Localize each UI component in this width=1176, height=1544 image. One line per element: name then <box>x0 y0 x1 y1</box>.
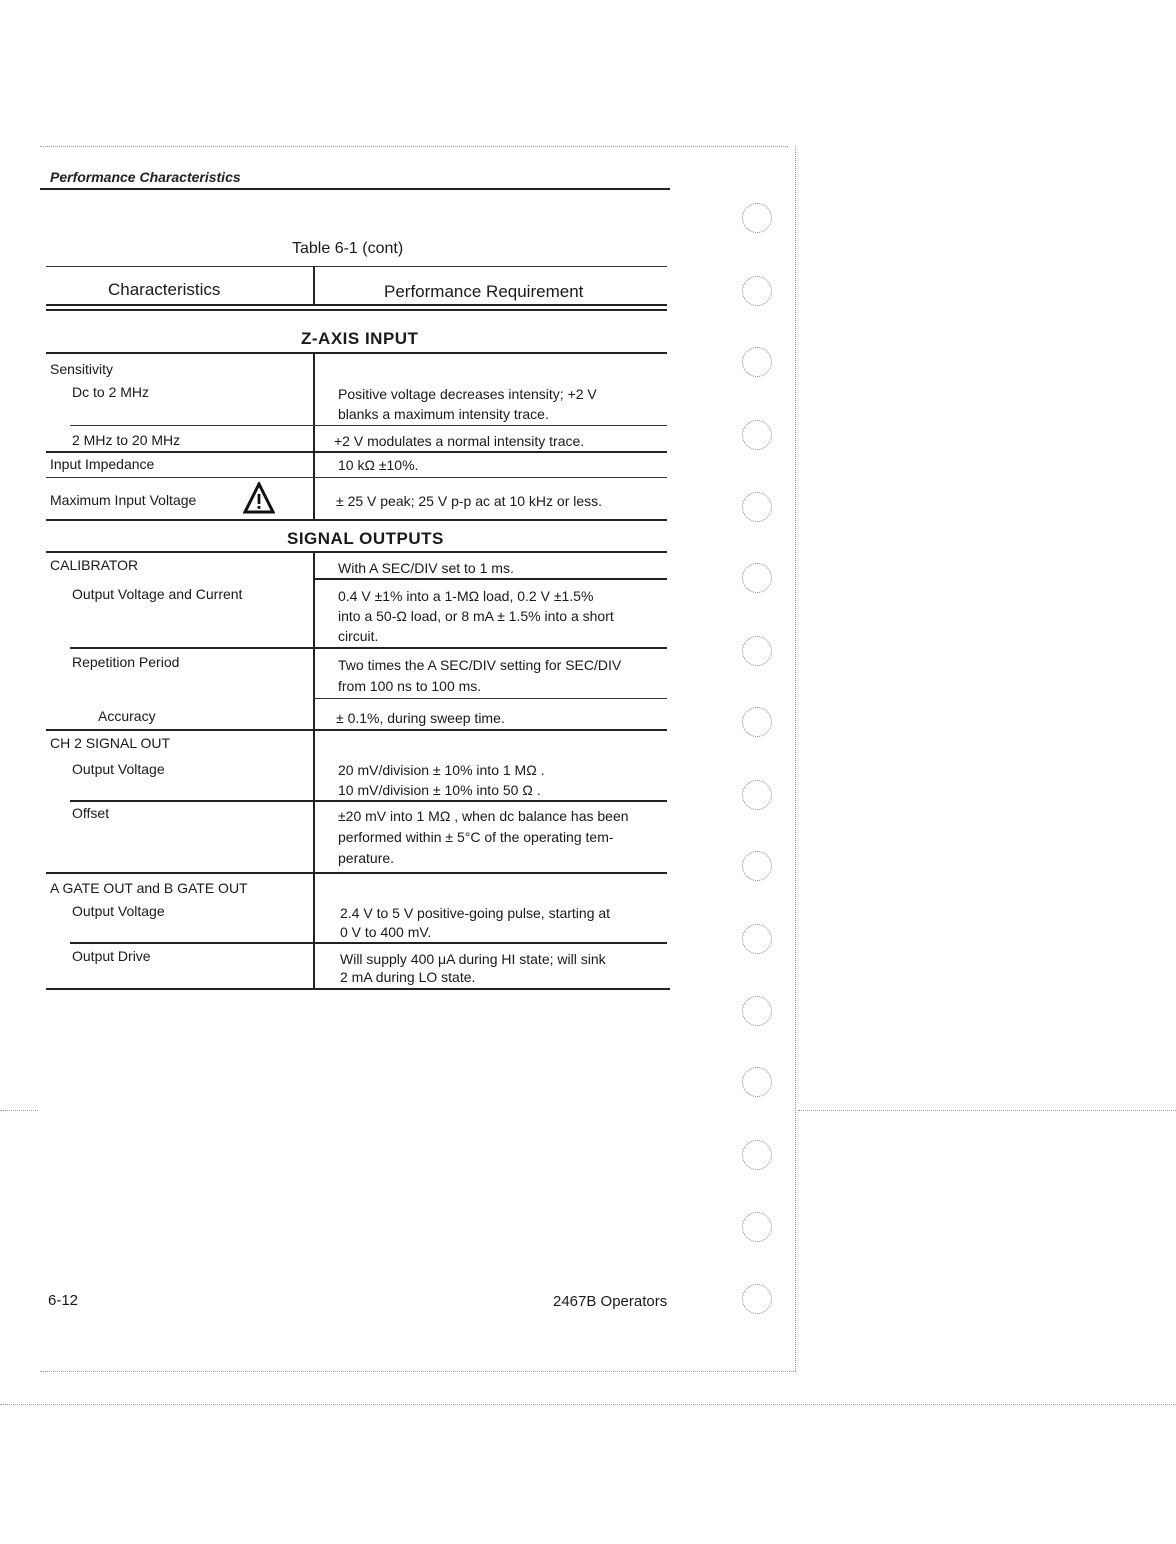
row-value: blanks a maximum intensity trace. <box>338 406 549 422</box>
row-label: Dc to 2 MHz <box>72 384 150 400</box>
manual-name: 2467B Operators <box>553 1293 668 1310</box>
column-header-characteristics: Characteristics <box>108 280 221 299</box>
table-caption: Table 6-1 (cont) <box>292 240 404 257</box>
binder-hole <box>742 420 772 450</box>
row-value: 20 mV/division ± 10% into 1 MΩ . <box>338 762 545 778</box>
binder-hole <box>742 636 772 666</box>
row-rule <box>70 647 667 649</box>
row-rule <box>70 942 667 944</box>
row-label: CALIBRATOR <box>50 557 139 573</box>
scan-line-left <box>0 1110 38 1111</box>
row-rule <box>46 872 667 874</box>
page-bottom-edge <box>40 1371 796 1372</box>
binder-hole <box>742 1212 772 1242</box>
row-rule <box>46 451 667 453</box>
section-heading-zaxis: Z-AXIS INPUT <box>301 329 419 348</box>
row-rule <box>313 698 667 699</box>
row-label: Output Drive <box>72 948 151 964</box>
header-rule-double-2 <box>46 309 667 311</box>
signal-column-divider <box>313 551 315 989</box>
table-top-rule <box>46 266 667 267</box>
binder-hole <box>742 851 772 881</box>
page-right-edge <box>795 146 796 1371</box>
binder-hole <box>742 780 772 810</box>
zaxis-end-rule <box>46 519 667 521</box>
row-label: Output Voltage <box>72 761 165 777</box>
row-rule <box>46 477 667 478</box>
binder-hole <box>742 1067 772 1097</box>
row-value: from 100 ns to 100 ms. <box>338 678 482 694</box>
page-top-edge <box>40 146 788 147</box>
row-value: Will supply 400 μA during HI state; will sink <box>340 951 606 967</box>
zaxis-rule <box>46 352 667 354</box>
row-rule <box>70 425 667 426</box>
binder-hole <box>742 492 772 522</box>
row-label: CH 2 SIGNAL OUT <box>50 735 171 751</box>
scan-line-right <box>798 1110 1176 1111</box>
row-value: 10 mV/division ± 10% into 50 Ω . <box>338 782 541 798</box>
row-label: Accuracy <box>98 708 156 724</box>
row-value: perature. <box>338 850 395 866</box>
row-value: Positive voltage decreases intensity; +2 V <box>338 386 597 402</box>
row-label: Maximum Input Voltage <box>50 492 197 508</box>
row-value: ± 0.1%, during sweep time. <box>336 710 505 726</box>
table-bottom-rule <box>46 988 670 990</box>
binder-hole <box>742 276 772 306</box>
warning-triangle-icon <box>243 482 275 514</box>
row-label: Offset <box>72 805 110 821</box>
binder-hole <box>742 1140 772 1170</box>
row-value: ± 25 V peak; 25 V p-p ac at 10 kHz or less. <box>336 493 603 509</box>
row-value: With A SEC/DIV set to 1 ms. <box>338 560 514 576</box>
binder-hole <box>742 924 772 954</box>
section-title: Performance Characteristics <box>50 169 241 185</box>
header-rule-double-1 <box>46 304 667 306</box>
row-label: 2 MHz to 20 MHz <box>72 432 181 448</box>
binder-hole <box>742 203 772 233</box>
binder-hole <box>742 1284 772 1314</box>
binder-hole <box>742 563 772 593</box>
row-value: into a 50-Ω load, or 8 mA ± 1.5% into a short <box>338 608 614 624</box>
binder-hole <box>742 347 772 377</box>
row-value: +2 V modulates a normal intensity trace. <box>334 433 585 449</box>
row-value: ±20 mV into 1 MΩ , when dc balance has been <box>338 808 629 824</box>
row-label: Input Impedance <box>50 456 155 472</box>
zaxis-column-divider <box>313 352 315 520</box>
row-value: 2.4 V to 5 V positive-going pulse, starting at <box>340 905 611 921</box>
row-label: Output Voltage <box>72 903 165 919</box>
row-rule <box>70 800 667 802</box>
column-header-requirement: Performance Requirement <box>384 282 584 301</box>
row-value: circuit. <box>338 628 379 644</box>
binder-hole <box>742 996 772 1026</box>
row-value: 10 kΩ ±10%. <box>338 457 419 473</box>
header-column-divider <box>313 266 315 304</box>
signal-rule <box>46 551 667 553</box>
row-label: Sensitivity <box>50 361 114 377</box>
row-value: 0 V to 400 mV. <box>340 924 432 940</box>
row-value: performed within ± 5°C of the operating tem- <box>338 829 614 845</box>
row-value: Two times the A SEC/DIV setting for SEC/DIV <box>338 657 622 673</box>
scan-line-bottom <box>0 1404 1176 1405</box>
row-value: 0.4 V ±1% into a 1-MΩ load, 0.2 V ±1.5% <box>338 588 594 604</box>
page-number: 6-12 <box>48 1292 79 1309</box>
row-label: A GATE OUT and B GATE OUT <box>50 880 248 896</box>
row-rule <box>46 729 667 731</box>
row-label: Repetition Period <box>72 654 180 670</box>
binder-hole <box>742 707 772 737</box>
row-value: 2 mA during LO state. <box>340 969 476 985</box>
section-heading-signal: SIGNAL OUTPUTS <box>287 529 444 548</box>
row-rule <box>313 578 667 580</box>
row-label: Output Voltage and Current <box>72 586 243 602</box>
header-rule <box>40 188 670 190</box>
